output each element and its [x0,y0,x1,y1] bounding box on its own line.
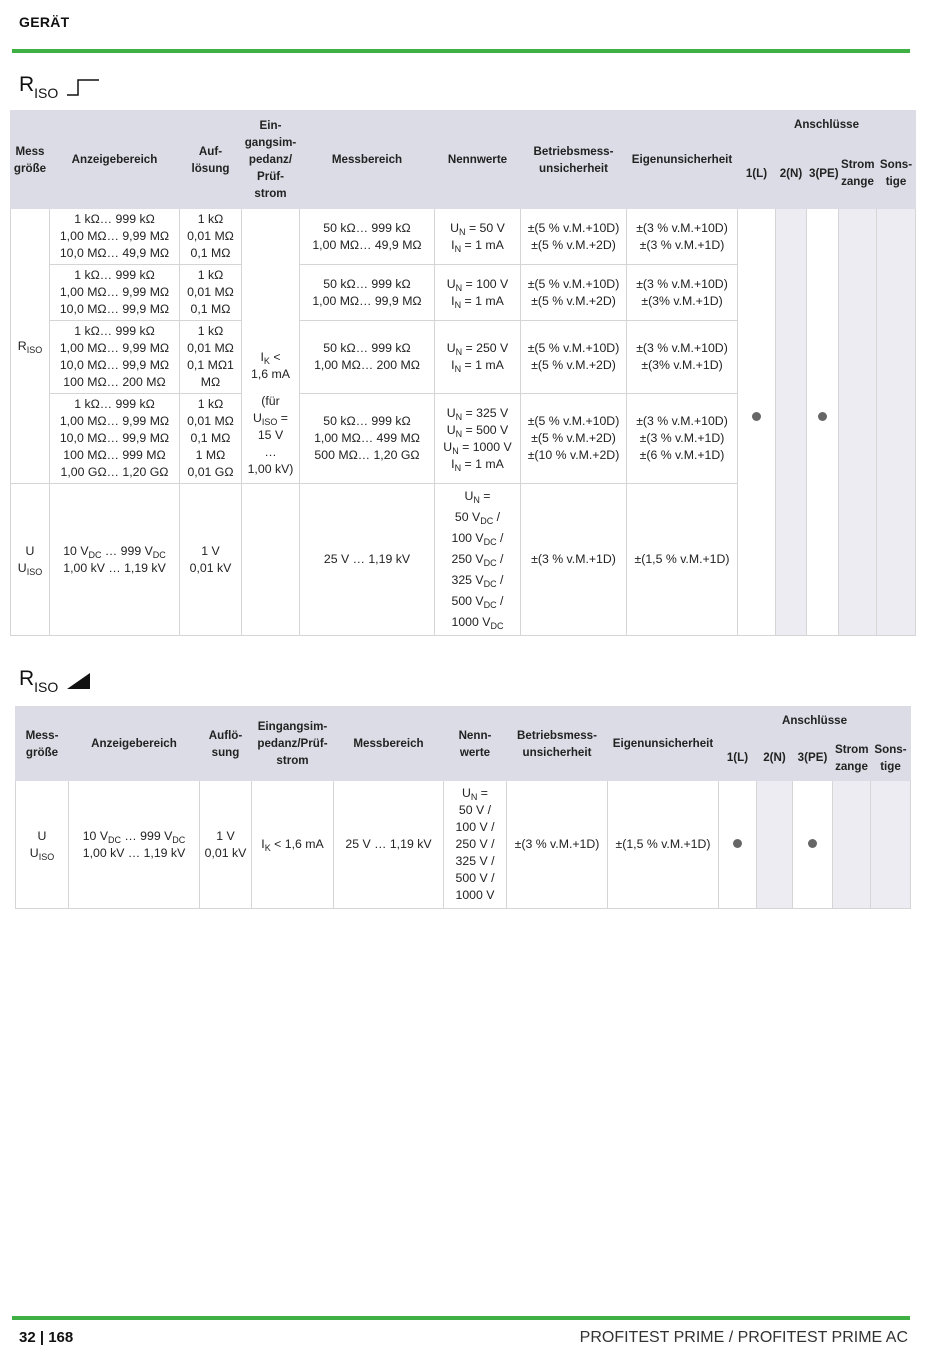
section2-title-main: R [19,667,35,690]
betriebsmess-cell: ±(3 % v.M.+1D) [507,781,608,909]
riso-step-table [10,110,916,636]
anzeigebereich-cell: 10 $V_{DC}$ … 999 $V_{DC}$ 1,00 kV … 1,19 kV [69,781,200,909]
header-sonstige: Sons-tige [877,139,916,209]
header-anschluesse: Anschlüsse [719,707,911,735]
anschluss-stromzange-cell [833,781,871,909]
header-3pe: 3(PE) [793,735,833,781]
page-number: 32 | 168 [19,1329,74,1346]
messgroesse-u: U $U_{ISO}$ [16,781,69,909]
header-2n: 2(N) [776,139,807,209]
messbereich-cell: 25 V … 1,19 kV [334,781,444,909]
header-1l: 1(L) [738,139,776,209]
header-messbereich: Messbereich [300,111,435,209]
header-aufloesung: Auflö-sung [200,707,252,781]
section2-title [19,667,92,695]
table-row [16,781,911,909]
betriebsmess-cell: ±(5 % v.M.+10D) ±(5 % v.M.+2D) [521,209,627,265]
header-eingangsimpedanz: Eingangsim-pedanz/Prüf-strom [252,707,334,781]
header-messbereich: Messbereich [334,707,444,781]
header-aufloesung: Auf-lösung [180,111,242,209]
connection-dot-3pe [808,839,817,848]
header-betriebsmess: Betriebsmess-unsicherheit [521,111,627,209]
connection-dot-1l [733,839,742,848]
anschluss-1l-cell [738,209,776,636]
anschluss-1l-cell [719,781,757,909]
eigenunsicherheit-cell: ±(3 % v.M.+10D) ±(3% v.M.+1D) [627,265,738,321]
header-anzeigebereich: Anzeigebereich [50,111,180,209]
header-betriebsmess: Betriebsmess-unsicherheit [507,707,608,781]
messgroesse-u: U $U_{ISO}$ [11,484,50,636]
aufloesung-cell: 1 kΩ 0,01 MΩ 0,1 MΩ [180,209,242,265]
eigenunsicherheit-cell: ±(3 % v.M.+10D) ±(3 % v.M.+1D) [627,209,738,265]
messgroesse-riso: $R_{ISO}$ [11,209,50,484]
anzeigebereich-cell: 1 kΩ… 999 kΩ 1,00 MΩ… 9,99 MΩ 10,0 MΩ… 99,9 MΩ 100 MΩ… 999 MΩ 1,00 GΩ… 1,20 GΩ [50,394,180,484]
betriebsmess-cell: ±(5 % v.M.+10D) ±(5 % v.M.+2D) [521,265,627,321]
connection-dot-3pe [818,412,827,421]
eigenunsicherheit-cell: ±(3 % v.M.+10D) ±(3% v.M.+1D) [627,321,738,394]
anzeigebereich-cell: 1 kΩ… 999 kΩ 1,00 MΩ… 9,99 MΩ 10,0 MΩ… 99,9 MΩ 100 MΩ… 200 MΩ [50,321,180,394]
messbereich-cell: 50 kΩ… 999 kΩ 1,00 MΩ… 200 MΩ [300,321,435,394]
anschluss-sonstige-cell [877,209,916,636]
header-anschluesse: Anschlüsse [738,111,916,139]
betriebsmess-cell: ±(5 % v.M.+10D) ±(5 % v.M.+2D) ±(10 % v.M.+2D) [521,394,627,484]
messbereich-cell: 50 kΩ… 999 kΩ 1,00 MΩ… 499 MΩ 500 MΩ… 1,20 GΩ [300,394,435,484]
anzeigebereich-cell: 10 $V_{DC}$ … 999 $V_{DC}$ 1,00 kV … 1,19 kV [50,484,180,636]
nennwerte-cell: $U_N$ = 50 V / 100 V / 250 V / 325 V / 500 V / 1000 V [444,781,507,909]
anschluss-stromzange-cell [839,209,877,636]
header-stromzange: Strom zange [839,139,877,209]
eingangsimpedanz-empty [242,484,300,636]
header-messgroesse: Mess größe [11,111,50,209]
messbereich-cell: 25 V … 1,19 kV [300,484,435,636]
product-name: PROFITEST PRIME / PROFITEST PRIME AC [579,1329,908,1346]
header-stromzange: Strom zange [833,735,871,781]
header-nennwerte: Nenn-werte [444,707,507,781]
top-rule [12,49,910,53]
connection-dot-1l [752,412,761,421]
messbereich-cell: 50 kΩ… 999 kΩ 1,00 MΩ… 99,9 MΩ [300,265,435,321]
betriebsmess-cell: ±(5 % v.M.+10D) ±(5 % v.M.+2D) [521,321,627,394]
eigenunsicherheit-cell: ±(1,5 % v.M.+1D) [608,781,719,909]
header-1l: 1(L) [719,735,757,781]
aufloesung-cell: 1 V 0,01 kV [200,781,252,909]
eigenunsicherheit-cell: ±(1,5 % v.M.+1D) [627,484,738,636]
anzeigebereich-cell: 1 kΩ… 999 kΩ 1,00 MΩ… 9,99 MΩ 10,0 MΩ… 99,9 MΩ [50,265,180,321]
bottom-rule [12,1316,910,1320]
anschluss-3pe-cell [793,781,833,909]
aufloesung-cell: 1 kΩ 0,01 MΩ 0,1 MΩ 1 MΩ 0,01 GΩ [180,394,242,484]
anschluss-sonstige-cell [871,781,911,909]
section1-title-sub: ISO [34,85,59,101]
section2-title-sub: ISO [34,679,59,695]
aufloesung-cell: 1 V 0,01 kV [180,484,242,636]
betriebsmess-cell: ±(3 % v.M.+1D) [521,484,627,636]
ramp-signal-icon [66,671,92,691]
section1-title [19,73,100,101]
header-3pe: 3(PE) [807,139,839,209]
eingangsimpedanz-cell: $I_K$ < 1,6 mA (für $U_{ISO}$ = 15 V … 1,00 kV) [242,209,300,484]
anzeigebereich-cell: 1 kΩ… 999 kΩ 1,00 MΩ… 9,99 MΩ 10,0 MΩ… 49,9 MΩ [50,209,180,265]
header-eingangsimpedanz: Ein-gangsim-pedanz/ Prüf-strom [242,111,300,209]
eigenunsicherheit-cell: ±(3 % v.M.+10D) ±(3 % v.M.+1D) ±(6 % v.M.+1D) [627,394,738,484]
messbereich-cell: 50 kΩ… 999 kΩ 1,00 MΩ… 49,9 MΩ [300,209,435,265]
aufloesung-cell: 1 kΩ 0,01 MΩ 0,1 MΩ [180,265,242,321]
header-eigenunsicherheit: Eigenunsicherheit [608,707,719,781]
eingangsimpedanz-cell: $I_K < 1,6$ mA [252,781,334,909]
header-eigenunsicherheit: Eigenunsicherheit [627,111,738,209]
section1-title-main: R [19,73,35,96]
step-signal-icon [66,77,100,97]
anschluss-2n-cell [776,209,807,636]
header-2n: 2(N) [757,735,793,781]
anschluss-3pe-cell [807,209,839,636]
header-title: GERÄT [19,14,70,30]
header-nennwerte: Nennwerte [435,111,521,209]
nennwerte-cell: $U_N$ = 50 $V_{DC}$ / 100 $V_{DC}$ / 250 $V_{DC}$ / 325 $V_{DC}$ / 500 $V_{DC}$ / 1000 $V_{DC}$ [435,484,521,636]
nennwerte-cell: $U_N = 250$ V $I_N = 1$ mA [435,321,521,394]
anschluss-2n-cell [757,781,793,909]
header-anzeigebereich: Anzeigebereich [69,707,200,781]
table-row [11,209,916,265]
aufloesung-cell: 1 kΩ 0,01 MΩ 0,1 MΩ1 MΩ [180,321,242,394]
nennwerte-cell: $U_N = 50$ V $I_N = 1$ mA [435,209,521,265]
header-sonstige: Sons-tige [871,735,911,781]
nennwerte-cell: $U_N = 100$ V $I_N = 1$ mA [435,265,521,321]
riso-ramp-table [15,706,911,909]
nennwerte-cell: $U_N = 325$ V $U_N = 500$ V $U_N = 1000$ V $I_N = 1$ mA [435,394,521,484]
header-messgroesse: Mess-größe [16,707,69,781]
